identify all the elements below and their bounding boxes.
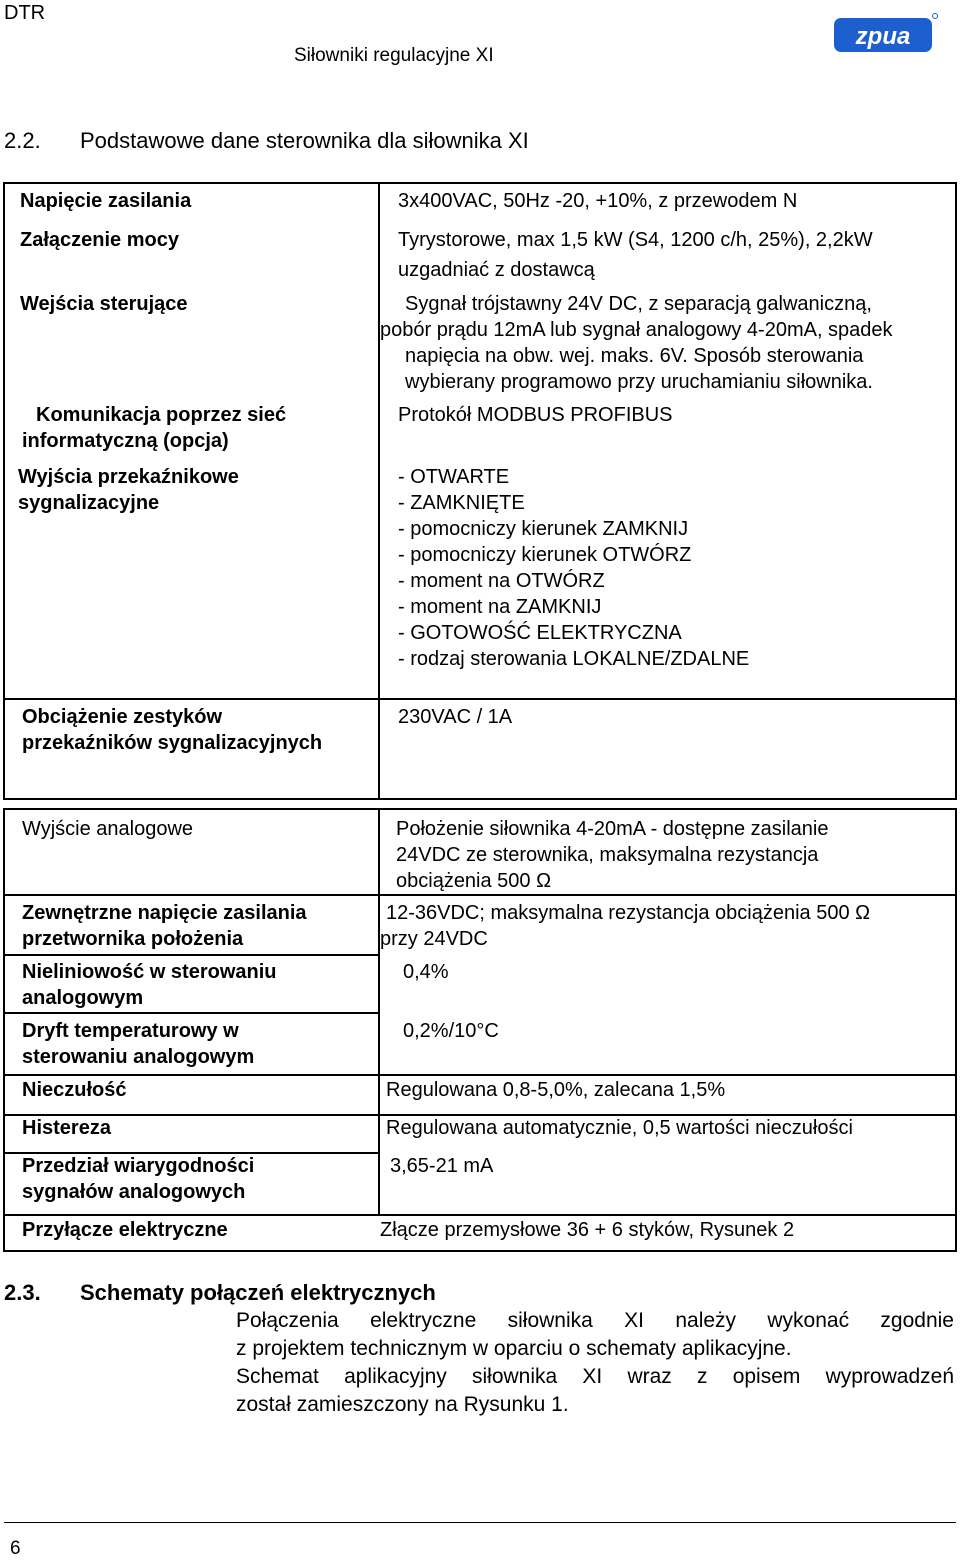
row-value: 0,2%/10°C [403, 1020, 499, 1042]
paragraph-line: Połączenia elektryczne siłownika XI należy wykonać zgodnie [236, 1309, 954, 1332]
footer-divider [4, 1522, 956, 1523]
zpua-logo [834, 12, 938, 54]
list-item: - OTWARTE [398, 466, 510, 488]
section-number: 2.3. [4, 1280, 41, 1305]
list-item: - rodzaj sterowania LOKALNE/ZDALNE [398, 648, 750, 670]
row-label: Wejścia sterujące [20, 293, 188, 315]
section-number: 2.2. [4, 128, 41, 153]
doc-subtitle: Siłowniki regulacyjne XI [294, 45, 494, 66]
list-item: - moment na OTWÓRZ [398, 570, 605, 592]
row-label: Dryft temperaturowy w [22, 1020, 239, 1042]
row-value: uzgadniać z dostawcą [398, 259, 595, 281]
list-item: - pomocniczy kierunek ZAMKNIJ [398, 518, 689, 540]
paragraph-line: z projektem technicznym w oparciu o schematy aplikacyjne. [236, 1337, 792, 1360]
row-value: Sygnał trójstawny 24V DC, z separacją galwaniczną, [405, 293, 872, 315]
row-label: Zewnętrzne napięcie zasilania [22, 902, 307, 924]
row-label: Przyłącze elektryczne [22, 1219, 228, 1241]
paragraph-line: został zamieszczony na Rysunku 1. [236, 1393, 569, 1416]
row-value: Złącze przemysłowe 36 + 6 styków, Rysunek 2 [380, 1219, 795, 1241]
row-label: informatyczną (opcja) [22, 430, 229, 452]
row-value: 230VAC / 1A [398, 706, 513, 728]
row-label: Wyjścia przekaźnikowe [18, 466, 239, 488]
row-label: Załączenie mocy [20, 229, 179, 251]
row-label: sygnalizacyjne [18, 492, 160, 514]
row-value: przy 24VDC [380, 928, 488, 950]
list-item: - moment na ZAMKNIJ [398, 596, 602, 618]
row-label: Obciążenie zestyków [22, 706, 223, 728]
list-item: - ZAMKNIĘTE [398, 492, 525, 514]
row-label: przekaźników sygnalizacyjnych [22, 732, 323, 754]
row-label: analogowym [22, 987, 144, 1009]
svg-text:zpua: zpua [855, 23, 911, 50]
row-value: 24VDC ze sterownika, maksymalna rezystancja [396, 844, 819, 866]
row-label: Histereza [22, 1117, 111, 1139]
row-label: sterowaniu analogowym [22, 1046, 255, 1068]
row-value: 0,4% [403, 961, 449, 983]
section-paragraph [236, 1307, 954, 1419]
row-label: Wyjście analogowe [22, 818, 194, 840]
row-label: Przedział wiarygodności [22, 1155, 255, 1177]
row-value: Regulowana automatycznie, 0,5 wartości nieczułości [386, 1117, 853, 1139]
row-value: obciążenia 500 Ω [396, 870, 552, 892]
list-item: - pomocniczy kierunek OTWÓRZ [398, 544, 692, 566]
row-value: napięcia na obw. wej. maks. 6V. Sposób sterowania [405, 345, 864, 367]
row-value: Protokół MODBUS PROFIBUS [398, 404, 673, 426]
row-value: Położenie siłownika 4-20mA - dostępne zasilanie [396, 818, 829, 840]
row-label: przetwornika położenia [22, 928, 244, 950]
list-item: - GOTOWOŚĆ ELEKTRYCZNA [398, 622, 682, 644]
page-number: 6 [10, 1538, 21, 1559]
row-value: Regulowana 0,8-5,0%, zalecana 1,5% [386, 1079, 726, 1101]
section-title: Podstawowe dane sterownika dla siłownika XI [80, 128, 529, 153]
row-value: 3,65-21 mA [390, 1155, 494, 1177]
row-value: Tyrystorowe, max 1,5 kW (S4, 1200 c/h, 25%), 2,2kW [398, 229, 873, 251]
row-label: Nieliniowość w sterowaniu [22, 961, 277, 983]
doc-code: DTR [4, 2, 46, 24]
section-title: Schematy połączeń elektrycznych [80, 1280, 436, 1305]
row-value: 3x400VAC, 50Hz -20, +10%, z przewodem N [398, 190, 798, 212]
paragraph-line: Schemat aplikacyjny siłownika XI wraz z opisem wyprowadzeń [236, 1365, 954, 1388]
row-value: pobór prądu 12mA lub sygnał analogowy 4-20mA, spadek [380, 319, 893, 341]
row-label: Komunikacja poprzez sieć [36, 404, 287, 426]
row-label: sygnałów analogowych [22, 1181, 246, 1203]
row-value: wybierany programowo przy uruchamianiu siłownika. [405, 371, 873, 393]
row-label: Nieczułość [22, 1079, 127, 1101]
row-label: Napięcie zasilania [20, 190, 192, 212]
row-value: 12-36VDC; maksymalna rezystancja obciążenia 500 Ω [386, 902, 871, 924]
